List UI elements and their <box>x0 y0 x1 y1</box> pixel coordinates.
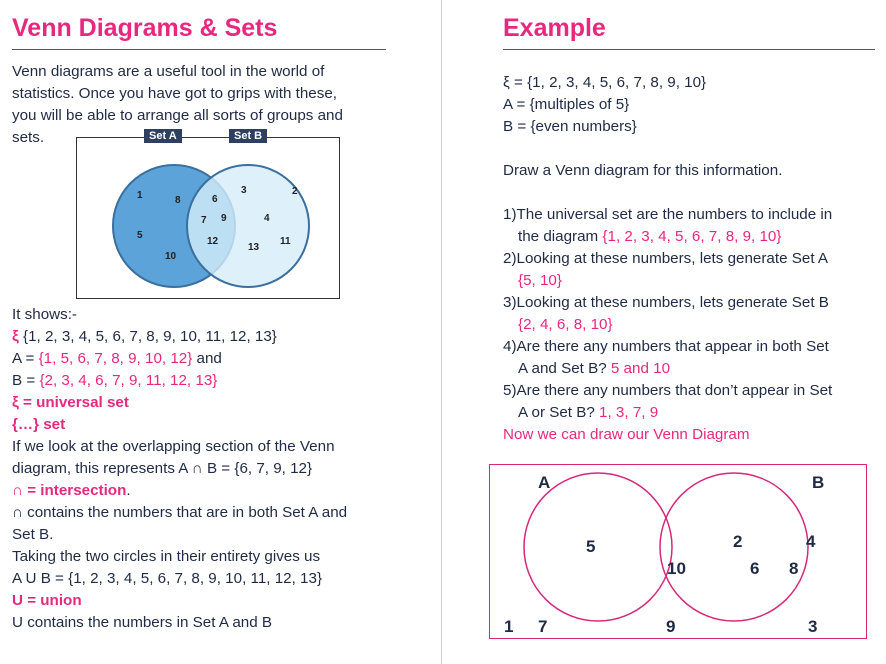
step-2: 2)Looking at these numbers, lets generate Set A <box>503 250 829 267</box>
intersection-contains-1: ∩ contains the numbers that are in both Set A and <box>12 504 348 521</box>
element-b-only: 8 <box>789 559 799 578</box>
venn-diagram-sets <box>76 130 340 299</box>
element-b-only: 4 <box>806 532 816 551</box>
example-title: Example <box>503 14 875 50</box>
element-outside: 3 <box>808 617 818 636</box>
step-4-cont: A and Set B? 5 and 10 <box>518 360 671 377</box>
element-a-only: 5 <box>586 537 596 556</box>
element-both: 12 <box>207 236 219 247</box>
element-outside: 9 <box>666 617 676 636</box>
label-b: B <box>812 473 825 492</box>
intersection-definition: ∩ = intersection. <box>12 482 131 499</box>
element-b: 11 <box>280 236 291 247</box>
label-a: A <box>538 473 551 492</box>
set-a-line: A = {1, 5, 6, 7, 8, 9, 10, 12} and <box>12 350 222 367</box>
it-shows-label: It shows:- <box>12 306 77 323</box>
now-draw-text: Now we can draw our Venn Diagram <box>503 426 750 443</box>
set-b-circle <box>186 164 310 288</box>
example-set-a: A = {multiples of 5} <box>503 96 630 113</box>
step-2-cont: {5, 10} <box>518 272 562 289</box>
element-both: 9 <box>221 213 227 224</box>
element-b-only: 2 <box>733 532 743 551</box>
set-definition: {…} set <box>12 416 66 433</box>
union-definition: U = union <box>12 592 82 609</box>
step-5: 5)Are there any numbers that don’t appear in Set <box>503 382 833 399</box>
element-both: 6 <box>212 194 218 205</box>
circle-a <box>524 473 672 621</box>
intro-line-2: statistics. Once you have got to grips with these, <box>12 85 338 102</box>
overlap-text-2: diagram, this represents A ∩ B = {6, 7, 9, 12} <box>12 460 313 477</box>
example-venn-diagram <box>489 464 867 639</box>
element-a: 1 <box>137 190 143 201</box>
set-b-line: B = {2, 3, 4, 6, 7, 9, 11, 12, 13} <box>12 372 218 389</box>
universal-set-line: ξ {1, 2, 3, 4, 5, 6, 7, 8, 9, 10, 11, 12, 13} <box>12 328 277 345</box>
set-a-tag: Set A <box>144 129 182 143</box>
element-both: 7 <box>201 215 207 226</box>
step-3-cont: {2, 4, 6, 8, 10} <box>518 316 613 333</box>
element-b: 4 <box>264 213 270 224</box>
element-b-only: 6 <box>750 559 760 578</box>
intersection-contains-2: Set B. <box>12 526 54 543</box>
element-a: 8 <box>175 195 181 206</box>
step-3: 3)Looking at these numbers, lets generate Set B <box>503 294 829 311</box>
intro-line-3: you will be able to arrange all sorts of groups and <box>12 107 343 124</box>
union-contains: U contains the numbers in Set A and B <box>12 614 273 631</box>
union-text-2: A U B = {1, 2, 3, 4, 5, 6, 7, 8, 9, 10, 11, 12, 13} <box>12 570 323 587</box>
set-b-tag: Set B <box>229 129 267 143</box>
element-intersection: 10 <box>667 559 686 578</box>
element-b: 3 <box>241 185 247 196</box>
element-outside: 1 <box>504 617 514 636</box>
example-universal: ξ = {1, 2, 3, 4, 5, 6, 7, 8, 9, 10} <box>503 74 707 91</box>
example-set-b: B = {even numbers} <box>503 118 637 135</box>
element-b: 13 <box>248 242 260 253</box>
page-divider <box>441 0 442 664</box>
element-b: 2 <box>292 186 298 197</box>
union-text-1: Taking the two circles in their entirety gives us <box>12 548 321 565</box>
step-1: 1)The universal set are the numbers to include in <box>503 206 833 223</box>
element-a: 5 <box>137 230 143 241</box>
universal-definition: ξ = universal set <box>12 394 129 411</box>
element-outside: 7 <box>538 617 548 636</box>
intro-line-4: sets. <box>12 129 45 146</box>
page-title: Venn Diagrams & Sets <box>12 14 386 50</box>
overlap-text-1: If we look at the overlapping section of the Venn <box>12 438 335 455</box>
intro-line-1: Venn diagrams are a useful tool in the world of <box>12 63 325 80</box>
example-instruction: Draw a Venn diagram for this information. <box>503 162 783 179</box>
element-a: 10 <box>165 251 177 262</box>
step-4: 4)Are there any numbers that appear in both Set <box>503 338 829 355</box>
step-1-cont: the diagram {1, 2, 3, 4, 5, 6, 7, 8, 9, 10} <box>518 228 782 245</box>
step-5-cont: A or Set B? 1, 3, 7, 9 <box>518 404 659 421</box>
